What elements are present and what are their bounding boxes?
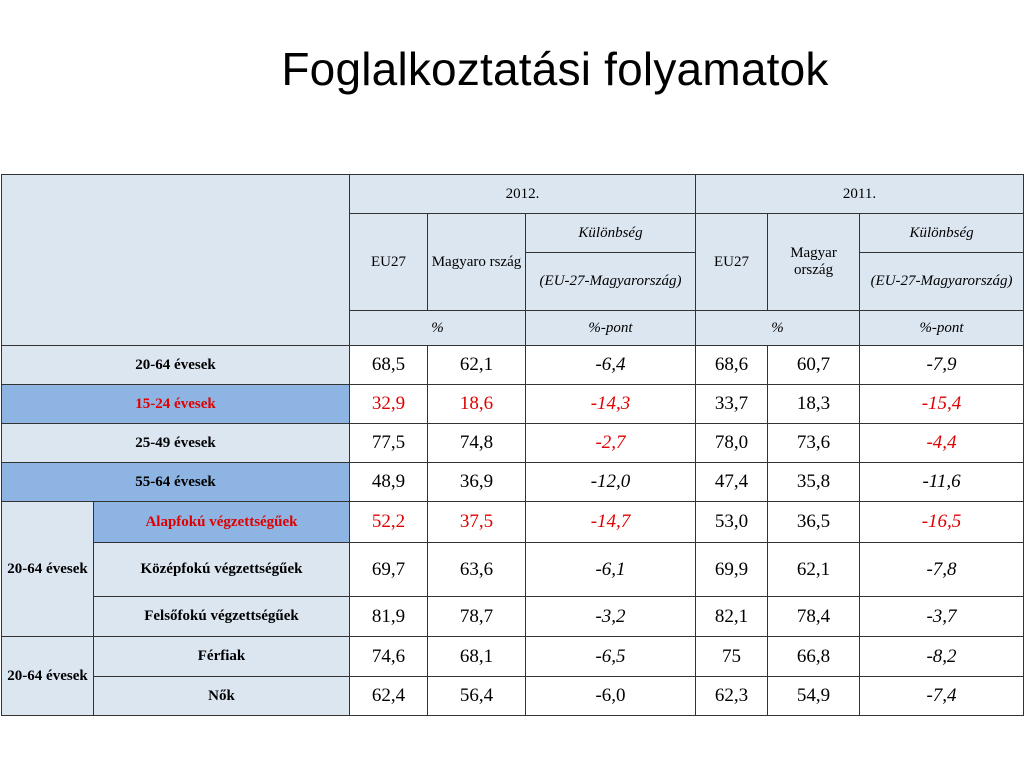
header-year-2012: 2012. xyxy=(350,175,696,214)
cell-eu27-2012: 32,9 xyxy=(350,385,428,424)
cell-eu27-2011: 82,1 xyxy=(696,597,768,637)
cell-hungary-2011: 78,4 xyxy=(768,597,860,637)
cell-eu27-2012: 52,2 xyxy=(350,502,428,543)
cell-eu27-2011: 47,4 xyxy=(696,463,768,502)
cell-hungary-2011: 35,8 xyxy=(768,463,860,502)
header-hungary-2011: Magyar ország xyxy=(768,214,860,311)
cell-eu27-2012: 77,5 xyxy=(350,424,428,463)
cell-diff-2012: -3,2 xyxy=(526,597,696,637)
cell-eu27-2012: 69,7 xyxy=(350,543,428,597)
group-label-education: 20-64 évesek xyxy=(2,502,94,637)
cell-diff-2011: -7,4 xyxy=(860,677,1024,716)
cell-eu27-2011: 69,9 xyxy=(696,543,768,597)
cell-hungary-2012: 74,8 xyxy=(428,424,526,463)
header-difference-note-2012: (EU-27-Magyarország) xyxy=(526,253,696,311)
cell-diff-2011: -7,8 xyxy=(860,543,1024,597)
header-unit-pont-2011: %-pont xyxy=(860,311,1024,346)
cell-eu27-2011: 33,7 xyxy=(696,385,768,424)
cell-hungary-2012: 18,6 xyxy=(428,385,526,424)
cell-diff-2011: -3,7 xyxy=(860,597,1024,637)
cell-diff-2012: -12,0 xyxy=(526,463,696,502)
row-label: 20-64 évesek xyxy=(2,346,350,385)
row-label: Felsőfokú végzettségűek xyxy=(94,597,350,637)
table-row xyxy=(2,385,1024,424)
row-label: Nők xyxy=(94,677,350,716)
row-label: 55-64 évesek xyxy=(2,463,350,502)
group-label-gender: 20-64 évesek xyxy=(2,637,94,716)
cell-diff-2012: -14,7 xyxy=(526,502,696,543)
row-label: Középfokú végzettségűek xyxy=(94,543,350,597)
cell-diff-2012: -6,4 xyxy=(526,346,696,385)
table-row xyxy=(2,424,1024,463)
cell-hungary-2011: 62,1 xyxy=(768,543,860,597)
table-row xyxy=(2,597,1024,637)
cell-diff-2011: -11,6 xyxy=(860,463,1024,502)
cell-hungary-2011: 18,3 xyxy=(768,385,860,424)
header-unit-pct-2012: % xyxy=(350,311,526,346)
cell-diff-2011: -16,5 xyxy=(860,502,1024,543)
cell-eu27-2012: 68,5 xyxy=(350,346,428,385)
header-year-2011: 2011. xyxy=(696,175,1024,214)
cell-hungary-2011: 54,9 xyxy=(768,677,860,716)
row-label: Férfiak xyxy=(94,637,350,677)
cell-eu27-2012: 74,6 xyxy=(350,637,428,677)
table-row xyxy=(2,346,1024,385)
cell-diff-2012: -2,7 xyxy=(526,424,696,463)
cell-diff-2012: -6,5 xyxy=(526,637,696,677)
row-label: 15-24 évesek xyxy=(2,385,350,424)
cell-eu27-2011: 75 xyxy=(696,637,768,677)
row-label: Alapfokú végzettségűek xyxy=(94,502,350,543)
cell-hungary-2011: 60,7 xyxy=(768,346,860,385)
header-difference-2011: Különbség xyxy=(860,214,1024,253)
cell-diff-2011: -4,4 xyxy=(860,424,1024,463)
header-eu27-2012: EU27 xyxy=(350,214,428,311)
cell-hungary-2012: 78,7 xyxy=(428,597,526,637)
cell-eu27-2011: 78,0 xyxy=(696,424,768,463)
cell-hungary-2011: 73,6 xyxy=(768,424,860,463)
header-hungary-2012: Magyaro rszág xyxy=(428,214,526,311)
cell-eu27-2012: 48,9 xyxy=(350,463,428,502)
cell-diff-2012: -6,1 xyxy=(526,543,696,597)
employment-table xyxy=(1,174,1024,716)
header-difference-2012: Különbség xyxy=(526,214,696,253)
header-difference-note-2011: (EU-27-Magyarország) xyxy=(860,253,1024,311)
header-corner xyxy=(2,175,350,346)
cell-eu27-2012: 81,9 xyxy=(350,597,428,637)
cell-diff-2011: -15,4 xyxy=(860,385,1024,424)
cell-hungary-2011: 36,5 xyxy=(768,502,860,543)
cell-eu27-2011: 68,6 xyxy=(696,346,768,385)
slide-title: Foglalkoztatási folyamatok xyxy=(281,43,829,95)
table-row xyxy=(2,502,1024,543)
cell-eu27-2011: 53,0 xyxy=(696,502,768,543)
header-unit-pont-2012: %-pont xyxy=(526,311,696,346)
table-row xyxy=(2,463,1024,502)
table-row xyxy=(2,543,1024,597)
cell-hungary-2012: 37,5 xyxy=(428,502,526,543)
row-label: 25-49 évesek xyxy=(2,424,350,463)
cell-diff-2011: -7,9 xyxy=(860,346,1024,385)
table-row xyxy=(2,677,1024,716)
cell-diff-2012: -6,0 xyxy=(526,677,696,716)
header-eu27-2011: EU27 xyxy=(696,214,768,311)
cell-hungary-2012: 62,1 xyxy=(428,346,526,385)
cell-hungary-2012: 68,1 xyxy=(428,637,526,677)
cell-hungary-2012: 63,6 xyxy=(428,543,526,597)
cell-hungary-2011: 66,8 xyxy=(768,637,860,677)
cell-diff-2011: -8,2 xyxy=(860,637,1024,677)
cell-eu27-2011: 62,3 xyxy=(696,677,768,716)
cell-eu27-2012: 62,4 xyxy=(350,677,428,716)
header-unit-pct-2011: % xyxy=(696,311,860,346)
cell-diff-2012: -14,3 xyxy=(526,385,696,424)
cell-hungary-2012: 56,4 xyxy=(428,677,526,716)
table-row xyxy=(2,637,1024,677)
cell-hungary-2012: 36,9 xyxy=(428,463,526,502)
